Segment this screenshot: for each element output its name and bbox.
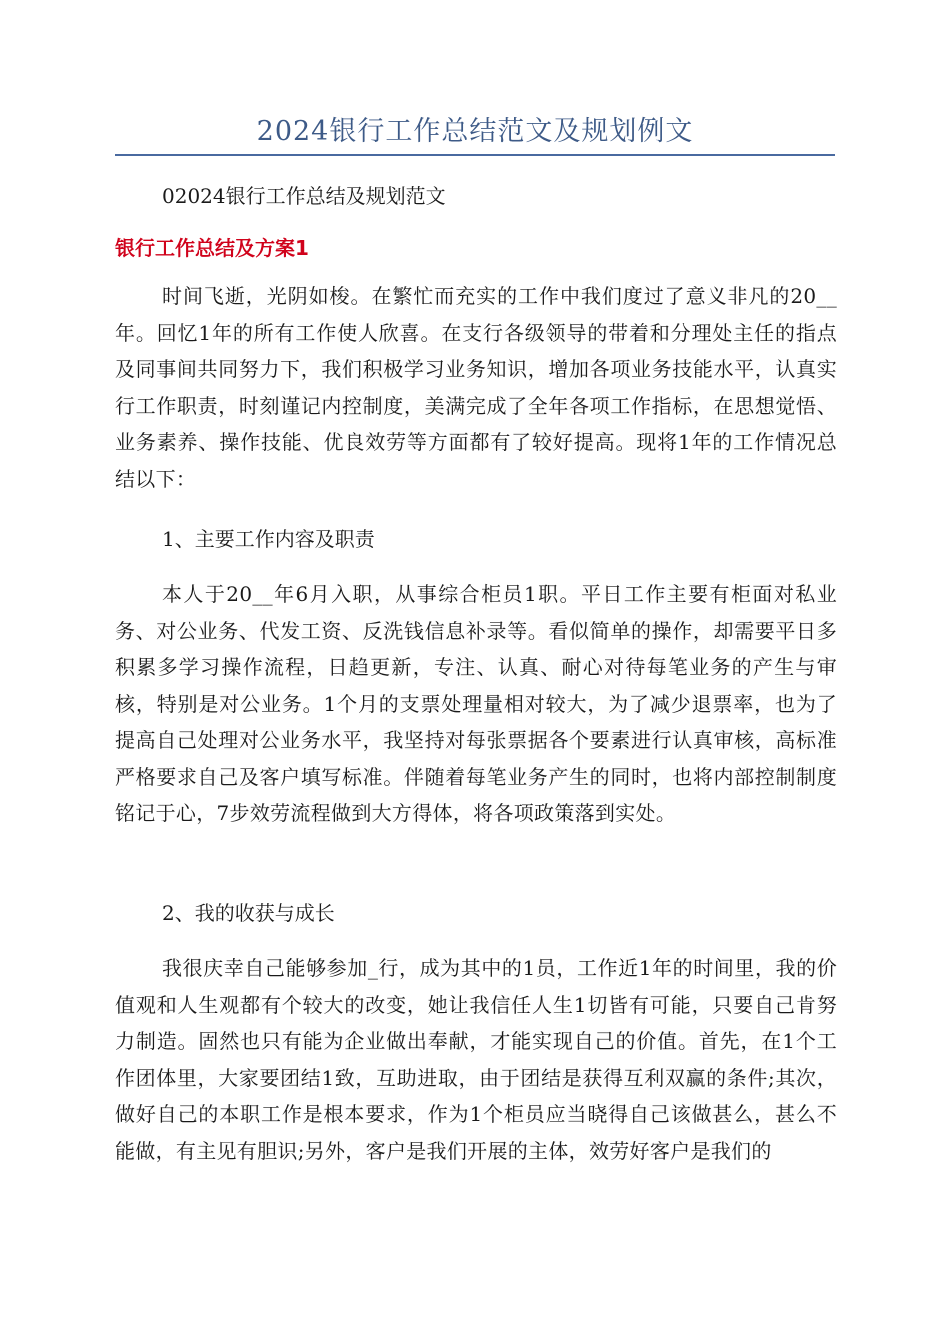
item1-paragraph: 本人于20__年6月入职，从事综合柜员1职。平日工作主要有柜面对私业务、对公业务、代发工资、反洗钱信息补录等。看似简单的操作，却需要平日多积累多学习操作流程，日趋更新，专注、认真、耐心对待每笔业务的产生与审核，特别是对公业务。1个月的支票处理量相对较大，为了减少退票率，也为了提高自己处理对公业务水平，我坚持对每张票据各个要素进行认真审核，高标准严格要求自己及客户填写标准。伴随着每笔业务产生的同时，也将内部控制制度铭记于心，7步效劳流程做到大方得体，将各项政策落到实处。: [115, 582, 837, 825]
title-underline: [115, 154, 835, 156]
item1-heading: 1、主要工作内容及职责: [162, 527, 375, 551]
item2-paragraph: 我很庆幸自己能够参加_行，成为其中的1员，工作近1年的时间里，我的价值观和人生观都有个较大的改变，她让我信任人生1切皆有可能，只要自己肯努力制造。固然也只有能为企业做出奉献，才能实现自己的价值。首先，在1个工作团体里，大家要团结1致，互助进取，由于团结是获得互利双赢的条件;其次，做好自己的本职工作是根本要求，作为1个柜员应当晓得自己该做甚么，甚么不能做，有主见有胆识;另外，客户是我们开展的主体，效劳好客户是我们的: [115, 956, 837, 1163]
document-title: 2024银行工作总结范文及规划例文: [256, 116, 694, 147]
section-heading: 银行工作总结及方案1: [115, 236, 309, 260]
intro-paragraph: 时间飞逝，光阴如梭。在繁忙而充实的工作中我们度过了意义非凡的20__年。回忆1年的所有工作使人欣喜。在支行各级领导的带着和分理处主任的指点及同事间共同努力下，我们积极学习业务知识，增加各项业务技能水平，认真实行工作职责，时刻谨记内控制度，美满完成了全年各项工作指标，在思想觉悟、业务素养、操作技能、优良效劳等方面都有了较好提高。现将1年的工作情况总结以下：: [115, 284, 837, 491]
item2-heading: 2、我的收获与成长: [162, 901, 335, 925]
document-subtitle: 02024银行工作总结及规划范文: [162, 184, 446, 208]
